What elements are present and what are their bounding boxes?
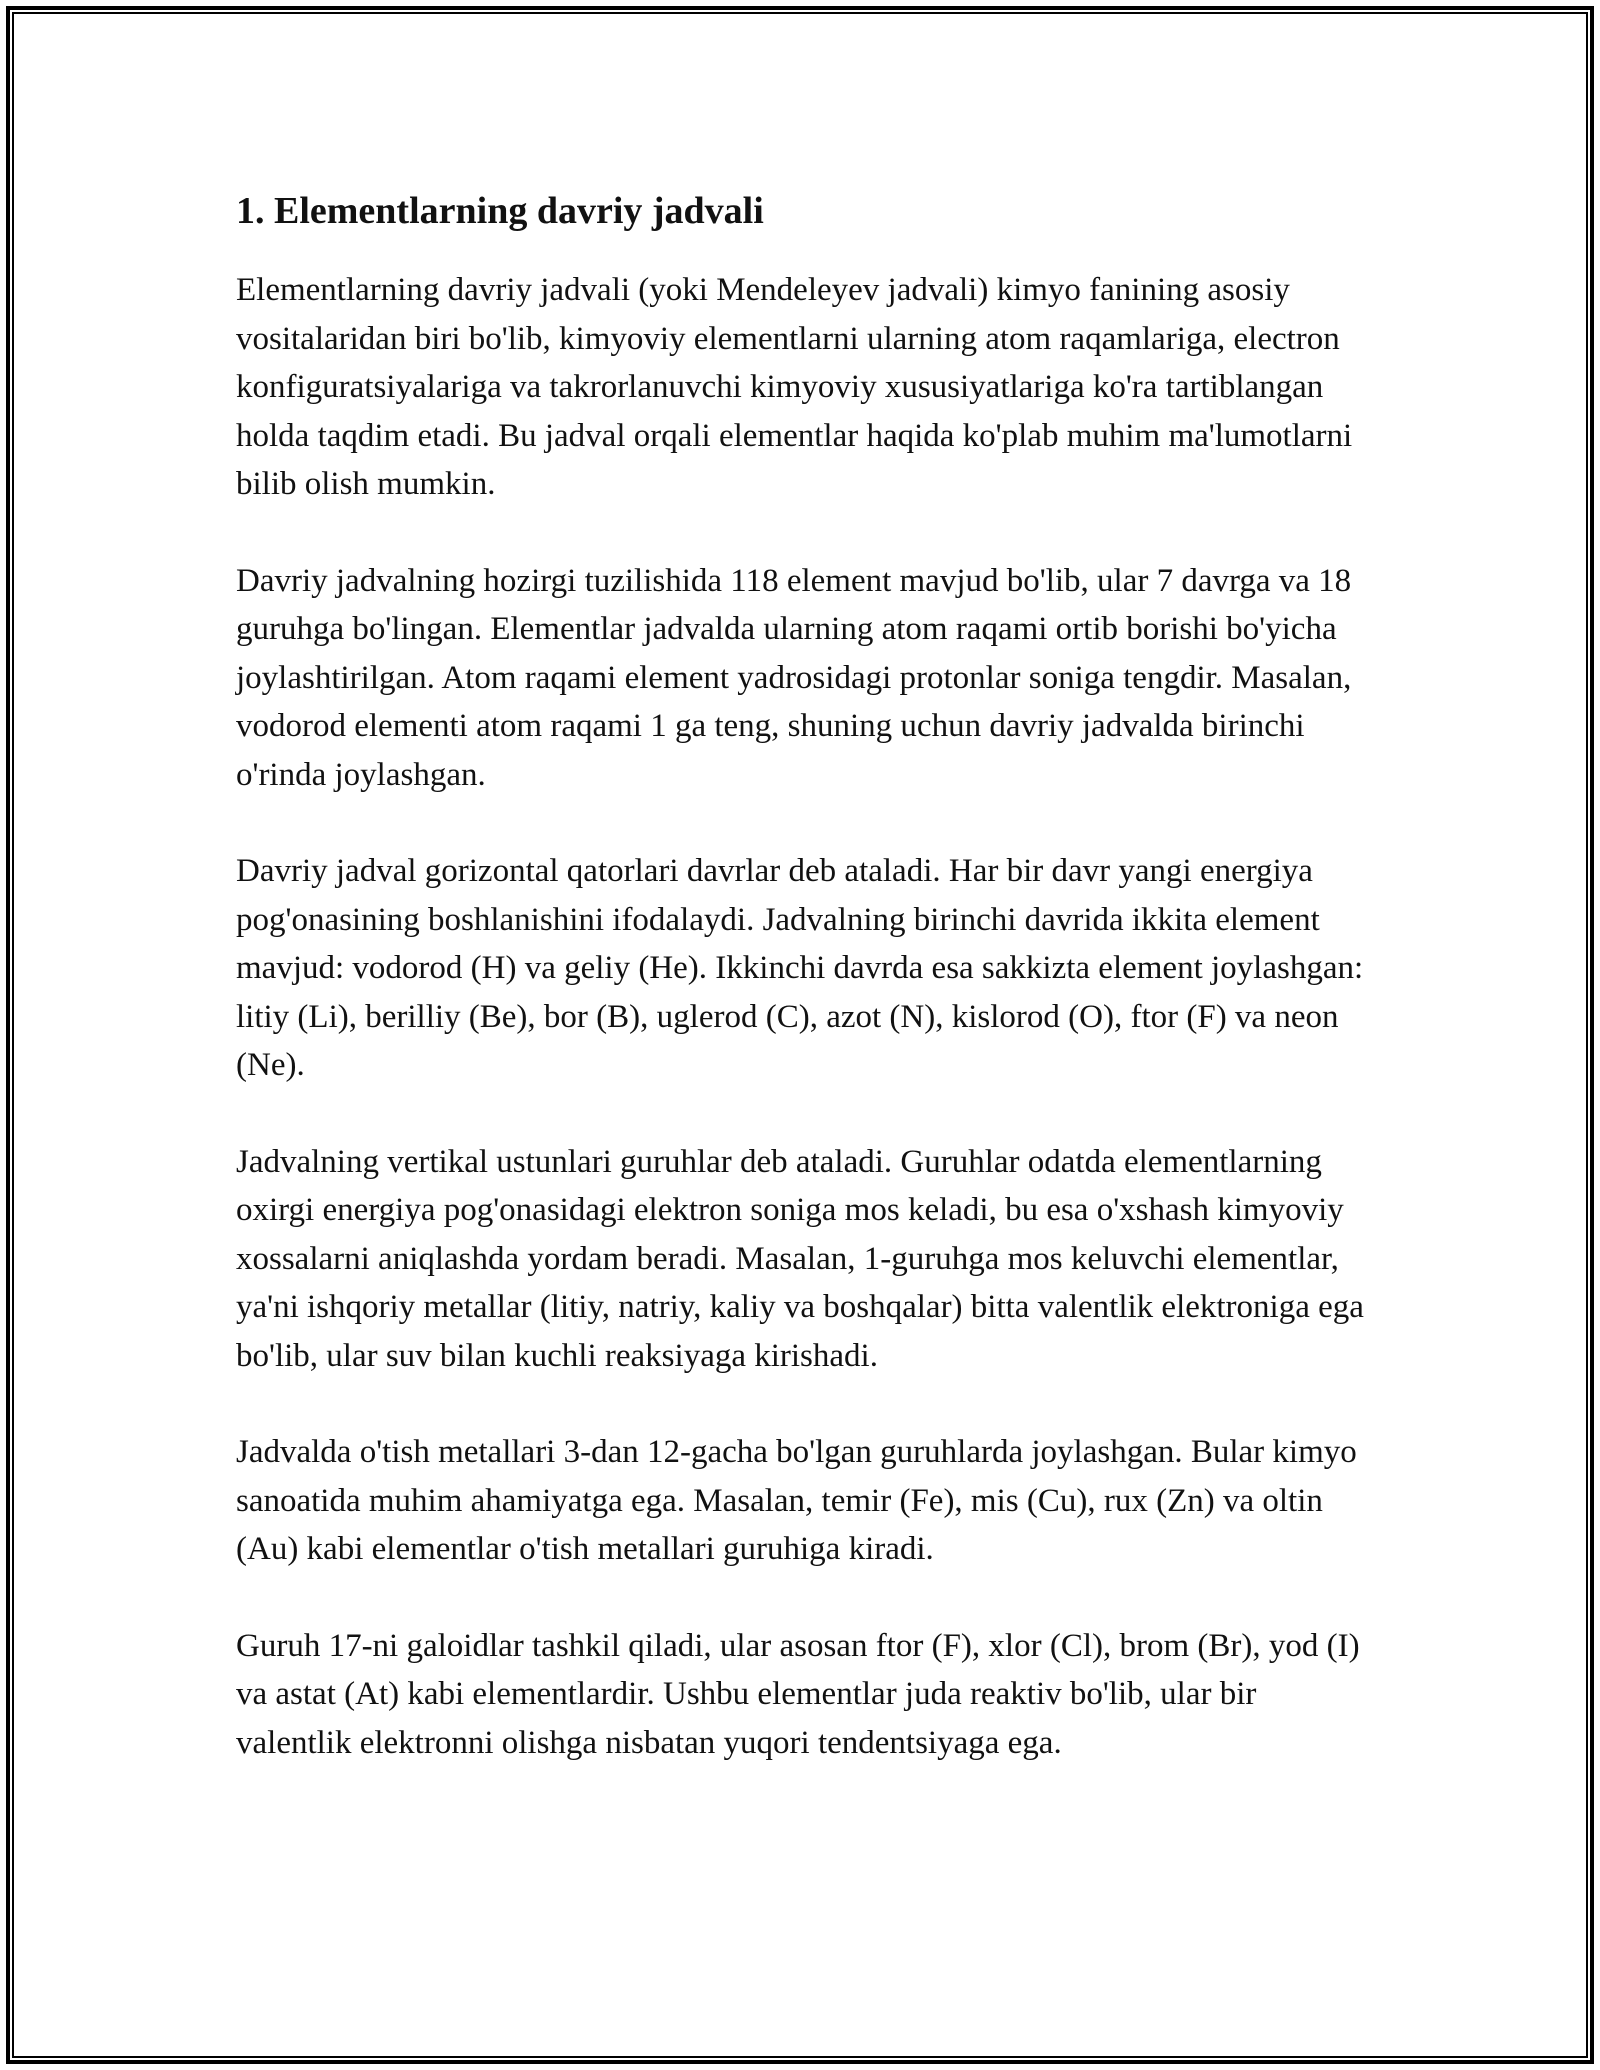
paragraph-intro: Elementlarning davriy jadvali (yoki Mendeleyev jadvali) kimyo fanining asosiy vositalaridan biri bo'lib, kimyoviy elementlarni ularning atom raqamlariga, electron konfiguratsiyalariga va takrorlanuvchi kimyoviy xususiyatlariga ko'ra tartiblangan holda taqdim etadi. Bu jadval orqali elementlar haqida ko'plab muhim ma'lumotlarni bilib olish mumkin. bbox=[236, 272, 1353, 502]
paragraph-periods: Davriy jadval gorizontal qatorlari davrlar deb ataladi. Har bir davr yangi energiya pog'onasining boshlanishini ifodalaydi. Jadvalning birinchi davrida ikkita element mavjud: vodorod (H) va geliy (He). Ikkinchi davrda esa sakkizta element joylashgan: litiy (Li), berilliy (Be), bor (B), uglerod (C), azot (N), kislorod (O), ftor (F) va neon (Ne). bbox=[236, 853, 1364, 1083]
page-title: 1. Elementlarning davriy jadvali bbox=[236, 190, 764, 232]
paragraph-structure: Davriy jadvalning hozirgi tuzilishida 118 element mavjud bo'lib, ular 7 davrga va 18 guruhga bo'lingan. Elementlar jadvalda ularning atom raqami ortib borishi bo'yicha joylashtirilgan. Atom raqami element yadrosidagi protonlar soniga tengdir. Masalan, vodorod elementi atom raqami 1 ga teng, shuning uchun davriy jadvalda birinchi o'rinda joylashgan. bbox=[236, 562, 1352, 793]
paragraph-transition-metals: Jadvalda o'tish metallari 3-dan 12-gacha bo'lgan guruhlarda joylashgan. Bular kimyo sanoatida muhim ahamiyatga ega. Masalan, temir (Fe), mis (Cu), rux (Zn) va oltin (Au) kabi elementlar o'tish metallari guruhiga kiradi. bbox=[236, 1434, 1357, 1567]
paragraph-groups: Jadvalning vertikal ustunlari guruhlar deb ataladi. Guruhlar odatda elementlarning oxirgi energiya pog'onasidagi elektron soniga mos keladi, bu esa o'xshash kimyoviy xossalarni aniqlashda yordam beradi. Masalan, 1-guruhga mos keluvchi elementlar, ya'ni ishqoriy metallar (litiy, natriy, kaliy va boshqalar) bitta valentlik elektroniga ega bo'lib, ular suv bilan kuchli reaksiyaga kirishadi. bbox=[236, 1143, 1364, 1374]
paragraph-halogens: Guruh 17-ni galoidlar tashkil qiladi, ular asosan ftor (F), xlor (Cl), brom (Br), yod (I) va astat (At) kabi elementlardir. Ushbu elementlar juda reaktiv bo'lib, ular bir valentlik elektronni olishga nisbatan yuqori tendentsiyaga ega. bbox=[236, 1627, 1360, 1761]
document-body bbox=[236, 186, 1366, 1767]
